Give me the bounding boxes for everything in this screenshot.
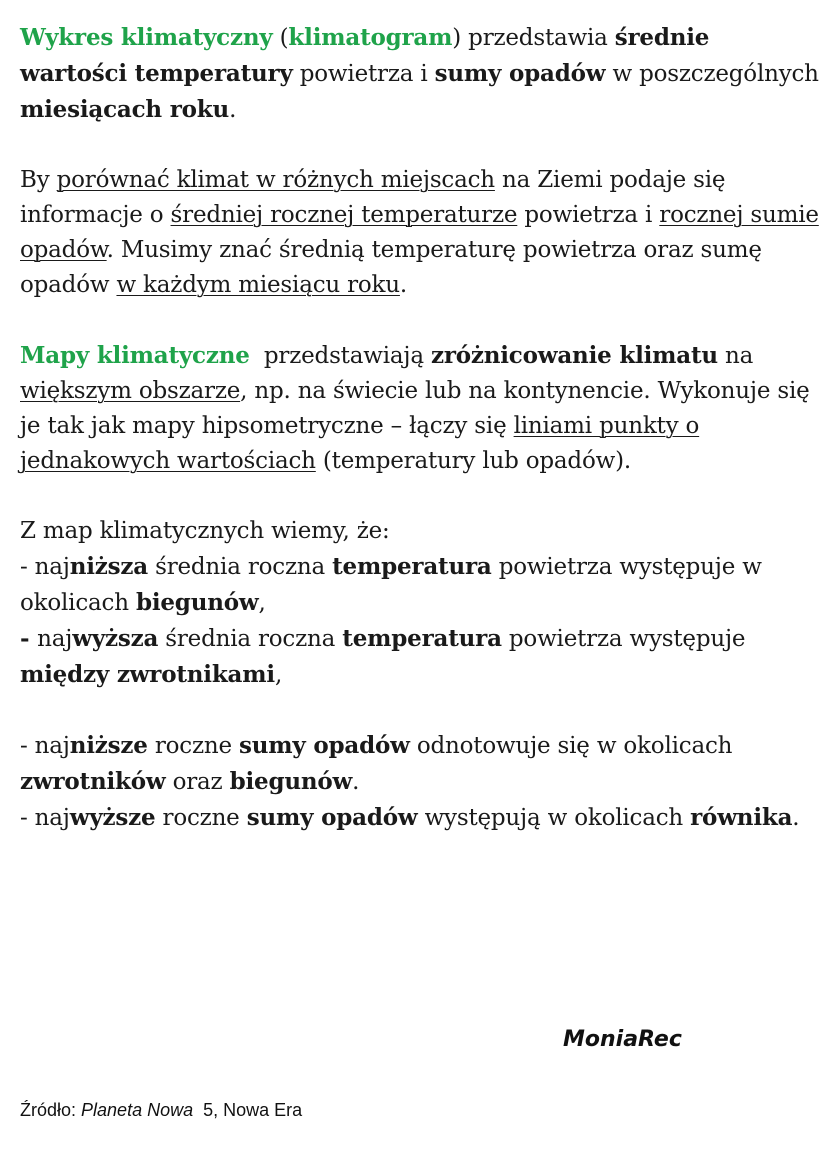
document-page [20,20,820,836]
author-signature: MoniaRec [563,1027,682,1052]
spacer [20,693,820,728]
paragraph-compare-climate: By porównać klimat w różnych miejscach na Ziemi podaje się informacje o średniej rocznej temperaturze powietrza i rocznej sumie opadów. Musimy znać średnią temperaturę powietrza oraz sumę opadów w każdym miesiącu roku. [20,167,819,298]
list-item: - najniższa średnia roczna temperatura powietrza występuje w okolicach biegunów, [20,553,762,616]
paragraph-climate-chart: Wykres klimatyczny (klimatogram) przedstawia średnie wartości temperatury powietrza i sumy opadów w poszczególnych miesiącach roku. [20,24,819,123]
list-item: - najniższe roczne sumy opadów odnotowuje się w okolicach zwrotników oraz biegunów. [20,732,733,795]
list-item: - najwyższe roczne sumy opadów występują w okolicach równika. [20,804,800,831]
source-citation: Źródło: Planeta Nowa 5, Nowa Era [20,1100,303,1120]
paragraph-climate-maps: Mapy klimatyczne przedstawiają zróżnicowanie klimatu na większym obszarze, np. na świecie lub na kontynencie. Wykonuje się je tak jak mapy hipsometryczne – łączy się liniami punkty o jednakowych wartościach (temperatury lub opadów). [20,342,810,474]
facts-list [20,514,820,836]
facts-intro: Z map klimatycznych wiemy, że: [20,518,390,544]
list-item: - najwyższa średnia roczna temperatura powietrza występuje między zwrotnikami, [20,625,746,688]
